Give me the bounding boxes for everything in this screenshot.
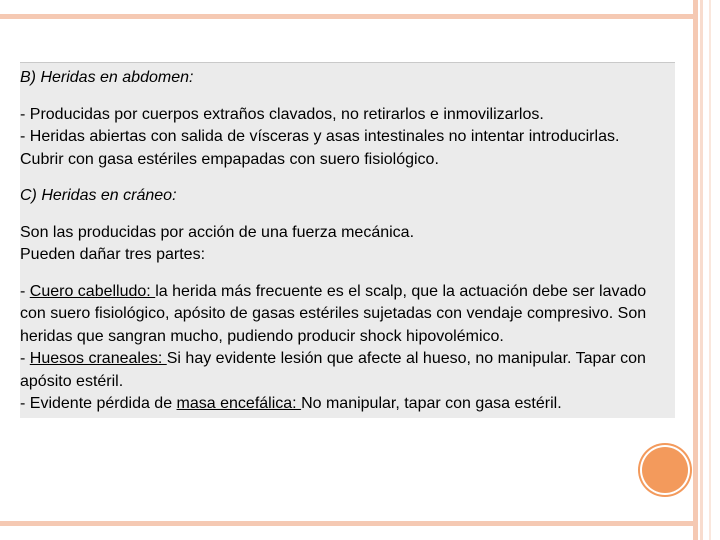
slide-frame-right-line-2 [700, 0, 703, 540]
slide-frame-bottom-line [0, 521, 695, 526]
item-text: Si hay evidente lesión que afecte al hueso, no manipular. Tapar con apósito estéril. [20, 350, 646, 390]
item-text: la herida más frecuente es el scalp, que la actuación debe ser lavado con suero fisiológico, apósito de gasas estériles sujetadas con vendaje compresivo. Son heridas que sangran mucho, pudiendo producir shock hipovolémico. [20, 282, 647, 345]
term-cuero-cabelludo: Cuero cabelludo: [29, 282, 156, 300]
section-b-line-3: Cubrir con gasa estériles empapadas con suero fisiológico. [20, 150, 439, 168]
item-prefix: - [20, 350, 30, 367]
section-c-intro-2: Pueden dañar tres partes: [20, 246, 206, 263]
decorative-circle [642, 447, 688, 493]
section-b-line-2: - Heridas abiertas con salida de vísceras y asas intestinales no intentar introducirlas. [20, 128, 620, 145]
section-b-line-1: - Producidas por cuerpos extraños clavados, no retirarlos e inmovilizarlos. [20, 105, 544, 123]
section-c-item-scalp [20, 281, 675, 349]
slide-frame-right-line [693, 0, 698, 540]
term-masa-encefalica: masa encefálica: [176, 395, 302, 412]
item-prefix: - [20, 282, 30, 300]
section-c-heading: C) Heridas en cráneo: [20, 187, 177, 204]
slide-text-box [20, 62, 675, 418]
slide-frame-right-line-3 [709, 0, 711, 540]
item-prefix: - Evidente pérdida de [20, 395, 177, 412]
section-c-item-brain [20, 393, 675, 416]
term-huesos-craneales: Huesos craneales: [29, 350, 167, 367]
item-text: No manipular, tapar con gasa estéril. [301, 395, 562, 412]
section-c-intro-1: Son las producidas por acción de una fuerza mecánica. [20, 223, 415, 241]
slide-frame-top-line [0, 14, 695, 19]
section-c-item-bones [20, 348, 675, 393]
section-b-heading: B) Heridas en abdomen: [20, 69, 194, 86]
